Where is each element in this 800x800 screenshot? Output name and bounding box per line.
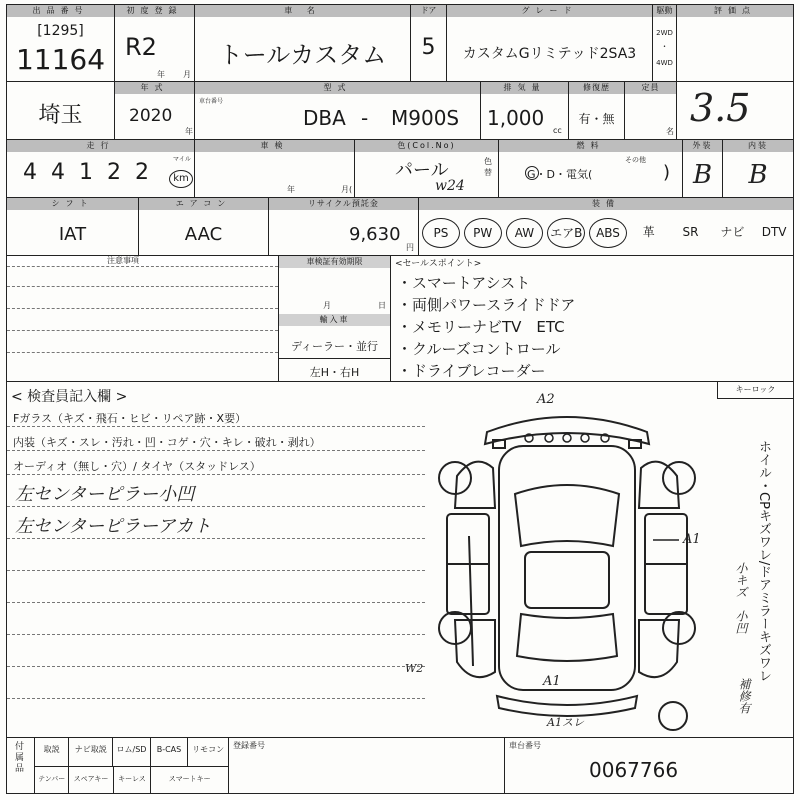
accessory-item: キーレス: [114, 766, 152, 794]
sales-point: ・メモリーナビTV ETC: [397, 318, 565, 336]
interior-line: 内装（キズ・スレ・汚れ・凹・コゲ・穴・キレ・破れ・剥れ）: [13, 436, 321, 449]
equipment-item: AW: [506, 218, 544, 248]
keylock-label: キーロック: [717, 382, 793, 399]
points-header: <セールスポイント>: [395, 259, 482, 269]
displacement: 1,000: [487, 106, 545, 130]
mileage-digit: 1: [79, 160, 107, 185]
accessory-item: 取説: [35, 738, 69, 766]
fuel-options: G・D・電気(: [527, 168, 593, 181]
import-header: 輸入車: [279, 314, 390, 326]
reg-year: R2: [125, 33, 157, 61]
hand-note: 左センターピラー小凹: [15, 484, 195, 505]
rear-window: [517, 614, 617, 661]
diagram-label: W2: [405, 662, 424, 675]
score-value: 3.5: [690, 86, 751, 130]
diagram-label: A1スレ: [547, 716, 584, 729]
exterior-header: 外装: [683, 140, 722, 152]
fuel-cell: [499, 140, 683, 197]
lot-number: 11164: [15, 43, 106, 76]
reg-cell: [115, 5, 195, 81]
drive-cell: 駆動 2WD ・ 4WD: [653, 5, 677, 81]
equipment-item: PW: [464, 218, 502, 248]
car-name: トールカスタム: [218, 41, 387, 69]
name-header: 車 名: [195, 5, 410, 17]
model-year-cell: [115, 82, 195, 139]
exterior: B: [692, 160, 713, 190]
shift: IAT: [58, 224, 87, 245]
grade: カスタムGリミテッド2SA3: [462, 46, 637, 62]
recycle: 9,630: [349, 224, 401, 245]
type-code: M900S: [391, 106, 460, 130]
lot-prefix: [1295]: [37, 23, 84, 39]
sales-point: ・スマートアシスト: [397, 274, 531, 292]
color-header: 色(Col.No): [355, 140, 498, 152]
model-year: 2020: [129, 106, 173, 126]
row-year-type: [6, 82, 794, 140]
rear-bumper: [497, 696, 637, 716]
vin-header: 車台番号: [509, 741, 541, 750]
row-vehicle: [6, 4, 794, 82]
inspection-cell: [195, 140, 355, 197]
points-list: [397, 272, 575, 382]
audio-line: オーディオ（無し・穴）/ タイヤ（スタッドレス）: [13, 460, 261, 473]
notes-cell: [7, 256, 279, 381]
grade-header: グレード: [447, 5, 652, 17]
displacement-cell: [481, 82, 569, 139]
drive-4wd: 4WD: [656, 59, 673, 67]
side-note-3: 補修有: [737, 678, 751, 714]
accessory-item: B-CAS: [151, 738, 188, 766]
inspect-cell: [279, 256, 391, 381]
fuel-close: ): [663, 162, 671, 183]
inspect-day: 日: [378, 301, 386, 310]
fuel-header: 燃料: [499, 140, 682, 152]
sales-point: ・ドライブレコーダー: [397, 362, 546, 380]
reg-header: 初度登録: [115, 5, 194, 17]
lot-cell: [7, 5, 115, 81]
sales-point: ・両側パワースライドドア: [397, 296, 576, 314]
color: パール: [395, 160, 449, 181]
color-code: w24: [435, 178, 465, 194]
fixed-cell: [625, 82, 677, 139]
type-dash: -: [361, 106, 369, 130]
region: 埼玉: [38, 103, 83, 128]
recycle-header: リサイクル預託金: [269, 198, 418, 210]
roof: [525, 552, 609, 608]
car-body: [499, 446, 635, 690]
recycle-cell: [269, 198, 419, 255]
mileage-digit: 2: [135, 160, 163, 185]
interior-header: 内装: [723, 140, 793, 152]
mileage-digit: 2: [107, 160, 135, 185]
doors: 5: [421, 35, 436, 60]
recycle-unit: 円: [406, 243, 414, 252]
displacement-unit: cc: [553, 126, 562, 135]
accessory-side-label: 付属品: [15, 742, 25, 774]
row-mileage: [6, 140, 794, 198]
accessory-grid: [35, 738, 229, 793]
row-notes: [6, 256, 794, 382]
accessory-item: スマートキー: [168, 775, 211, 783]
mileage-header: 走行: [7, 140, 194, 152]
door-cell: [411, 5, 447, 81]
interior: B: [748, 160, 768, 190]
equipment-item: ABS: [589, 218, 627, 248]
equipment-item: PS: [422, 218, 460, 248]
repair-header: 修復歴: [569, 82, 624, 94]
fixed-header: 定員: [625, 82, 676, 94]
accessory-item: リモコン: [192, 745, 225, 754]
front-left-fender: [455, 462, 495, 508]
inspection-month: 月(: [341, 185, 353, 194]
fuel-other: その他: [625, 156, 646, 164]
color-side: 色替: [484, 157, 492, 177]
inspection-year: 年: [287, 185, 295, 194]
car-diagram: [417, 396, 717, 734]
equipment-cell: [419, 198, 793, 255]
door-header: ドア: [411, 5, 446, 17]
inspect-month: 月: [323, 301, 331, 310]
hand-note: 左センターピラーアカト: [15, 516, 212, 537]
diagram-label: A2: [537, 392, 555, 407]
rear-right-quarter: [639, 620, 679, 677]
model-year-unit: 年: [185, 127, 193, 136]
shift-header: シフト: [7, 198, 138, 210]
repair-cell: [569, 82, 625, 139]
drive-header: 駆動: [653, 5, 676, 17]
front-right-fender: [639, 462, 679, 508]
shift-cell: [7, 198, 139, 255]
repair: 有・無: [578, 112, 615, 126]
side-note-2: 小キズ 小凹: [734, 562, 748, 634]
type-cell: [195, 82, 481, 139]
ac-header: エアコン: [139, 198, 268, 210]
lot-header: 出品番号: [7, 5, 114, 17]
reg-month-unit: 月: [183, 70, 191, 79]
equipment-item: DTV: [761, 225, 787, 239]
type-header: 型式: [195, 82, 480, 94]
mileage-cell: [7, 140, 195, 197]
mileage-digit: 4: [23, 160, 51, 185]
tire-front-right: [663, 462, 695, 494]
windshield: [515, 485, 619, 546]
row-equipment: [6, 198, 794, 256]
row-inspector: [6, 382, 794, 738]
tire-front-left: [439, 462, 471, 494]
equipment-item: ナビ: [720, 225, 745, 239]
equipment-item: SR: [682, 225, 699, 239]
vin-cell: [505, 738, 793, 793]
accessory-side: [7, 738, 35, 793]
reg-year-unit: 年: [157, 70, 165, 79]
type-prefix: DBA: [303, 106, 346, 130]
equipment-list: [419, 212, 793, 255]
accessory-item: テンパー: [35, 766, 69, 794]
drive-2wd: 2WD: [656, 29, 673, 37]
displacement-header: 排気量: [481, 82, 568, 94]
car-name-cell: [195, 5, 411, 81]
score-header: 評価点: [677, 5, 793, 17]
color-cell: [355, 140, 499, 197]
handle: 左H・右H: [309, 366, 360, 379]
interior-cell: [723, 140, 793, 197]
accessory-item: スペアキー: [69, 766, 113, 794]
mileage-unit-km: km: [169, 170, 193, 188]
note-vin: 車台番号: [199, 98, 224, 105]
grade-cell: [447, 5, 653, 81]
fixed-unit: 名: [666, 127, 674, 136]
inspection-header: 車検: [195, 140, 354, 152]
sales-point: ・クルーズコントロール: [397, 340, 561, 358]
region-cell: [7, 82, 115, 139]
mileage-digit: 4: [51, 160, 79, 185]
equipment-item: エアB: [547, 218, 585, 248]
ac-cell: [139, 198, 269, 255]
spare-tire: [659, 702, 687, 730]
vin: 0067766: [589, 758, 679, 782]
model-year-header: 年式: [115, 82, 194, 94]
ac: AAC: [184, 224, 223, 245]
inspect-header: 車検証有効期限: [279, 256, 390, 268]
glass-line: Fガラス（キズ・飛石・ヒビ・リペア跡・X要）: [13, 412, 247, 425]
notes-header: 注意事項: [7, 256, 278, 267]
side-note: ホイル・CPキズワレ/ドアミラーキズワレ: [756, 440, 771, 683]
points-cell: [391, 256, 793, 381]
mileage-unit-mile: マイル: [173, 156, 191, 163]
front-bumper: [485, 417, 649, 444]
accessory-item: ロム/SD: [113, 738, 150, 766]
exterior-cell: [683, 140, 723, 197]
diagram-label: A1: [683, 532, 701, 547]
equip-header: 装備: [419, 198, 793, 210]
inspector-header: < 検査員記入欄 >: [11, 389, 128, 405]
dealer: ディーラー・並行: [290, 340, 379, 353]
row-accessories: [6, 738, 794, 794]
rear-left-quarter: [455, 620, 495, 677]
score-cell: [677, 5, 793, 81]
reg-number-header: 登録番号: [233, 741, 265, 750]
accessory-item: ナビ取説: [69, 738, 113, 766]
registration-cell: [229, 738, 505, 793]
equipment-item: 革: [642, 225, 655, 239]
diagram-label: A1: [543, 674, 561, 689]
